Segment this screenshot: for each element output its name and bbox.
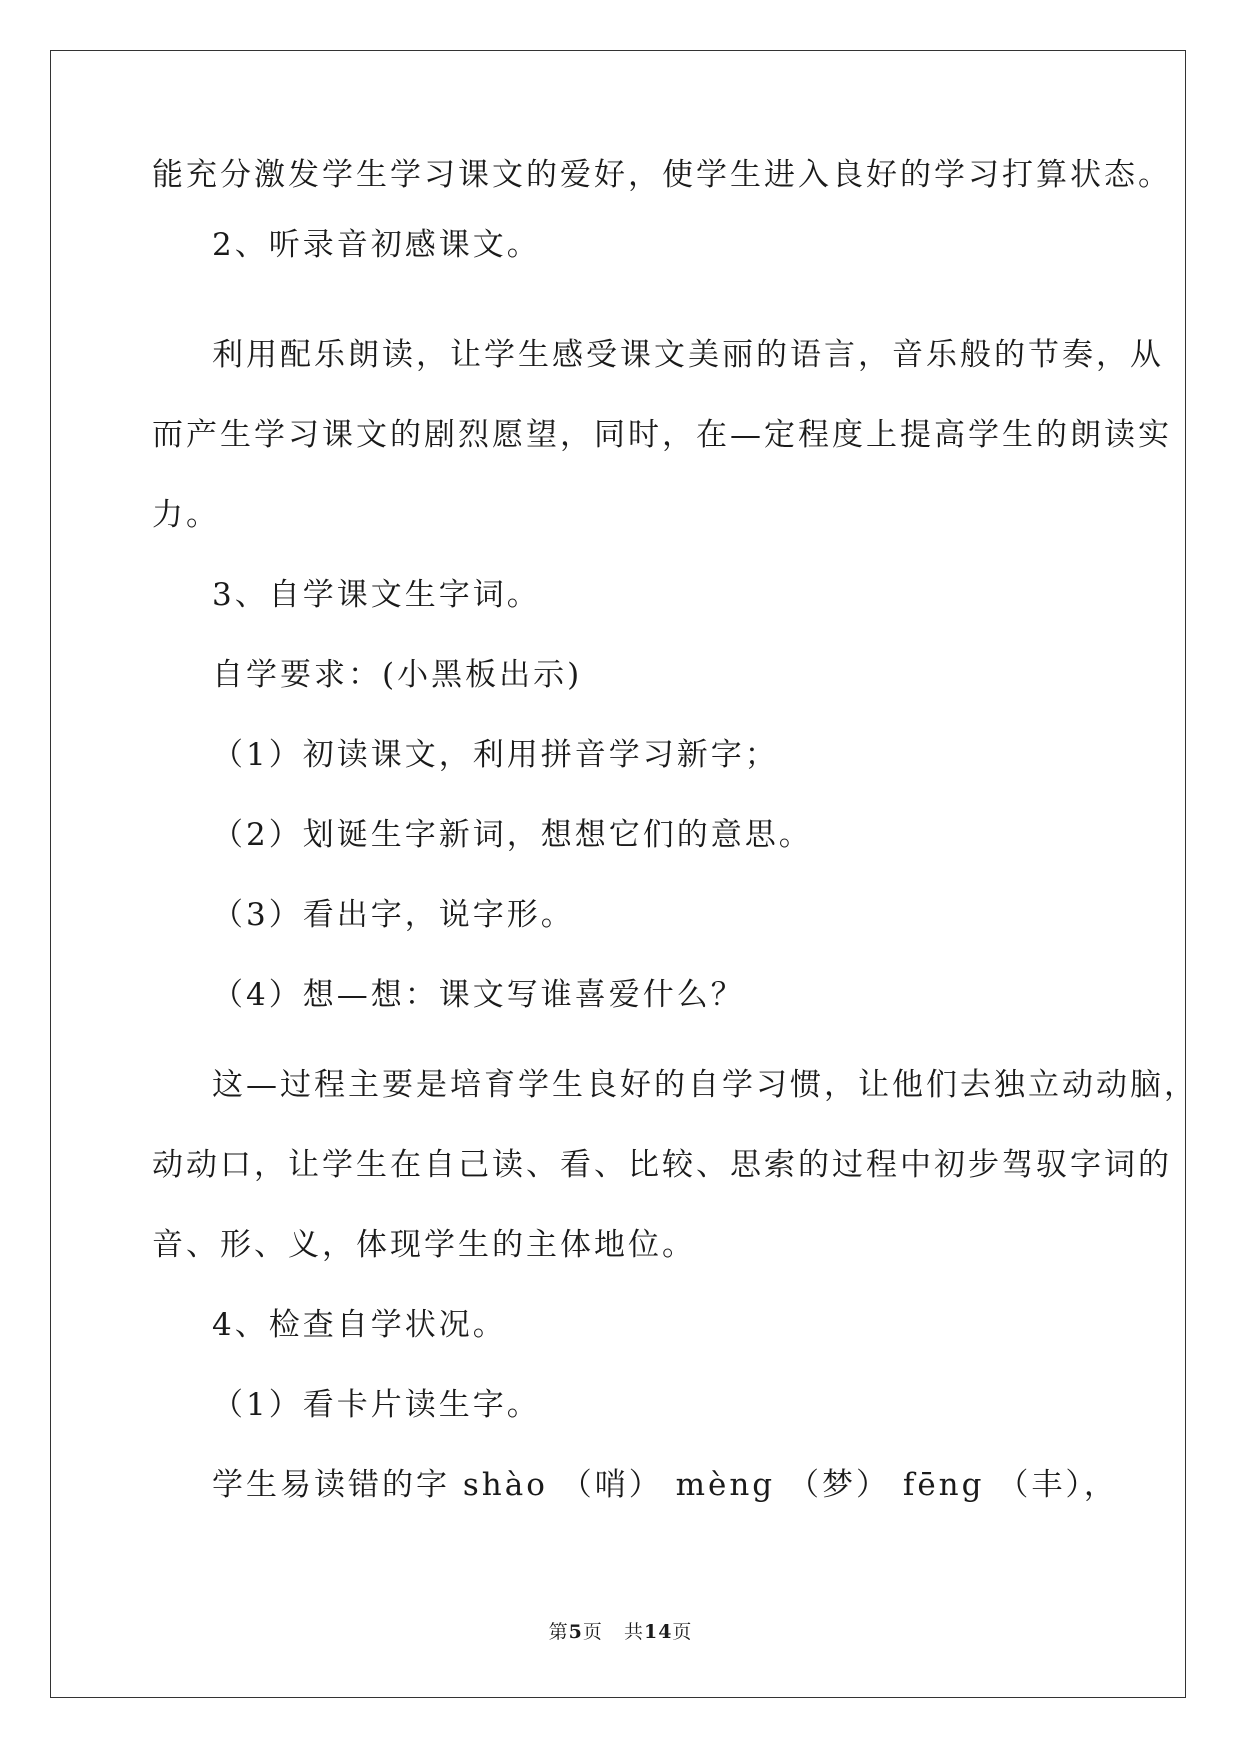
text-line-17: 学生易读错的字 shào （哨） mèng （梦） fēng （丰）， xyxy=(212,1467,1118,1503)
page-border xyxy=(50,50,1186,1698)
footer-total-suffix: 页 xyxy=(672,1621,693,1643)
text-line-11: （4）想—想：课文写谁喜爱什么？ xyxy=(212,977,745,1013)
text-line-7: 自学要求：(小黑板出示) xyxy=(212,657,583,693)
text-line-9: （2）划诞生字新词，想想它们的意思。 xyxy=(212,817,813,853)
text-line-8: （1）初读课文，利用拼音学习新字； xyxy=(212,737,779,773)
footer-page-suffix: 页 xyxy=(582,1621,603,1643)
text-line-4: 而产生学习课文的剧烈愿望，同时，在—定程度上提高学生的朗读实 xyxy=(152,417,1172,453)
text-line-1: 能充分激发学生学习课文的爱好，使学生进入良好的学习打算状态。 xyxy=(152,157,1172,193)
footer-prefix: 第 xyxy=(548,1621,569,1643)
text-line-13: 动动口，让学生在自己读、看、比较、思索的过程中初步驾驭字词的 xyxy=(152,1147,1172,1183)
text-line-6: 3、自学课文生字词。 xyxy=(212,577,541,613)
text-line-10: （3）看出字，说字形。 xyxy=(212,897,575,933)
text-line-16: （1）看卡片读生字。 xyxy=(212,1387,541,1423)
page-footer xyxy=(0,1620,1241,1644)
text-line-5: 力。 xyxy=(152,497,220,533)
current-page-number: 5 xyxy=(568,1621,583,1643)
text-line-15: 4、检查自学状况。 xyxy=(212,1307,507,1343)
total-pages-number: 14 xyxy=(643,1621,673,1643)
text-line-2: 2、听录音初感课文。 xyxy=(212,227,541,263)
text-line-14: 音、形、义，体现学生的主体地位。 xyxy=(152,1227,696,1263)
text-line-3: 利用配乐朗读，让学生感受课文美丽的语言，音乐般的节奏，从 xyxy=(212,337,1164,373)
text-line-12: 这—过程主要是培育学生良好的自学习惯，让他们去独立动动脑， xyxy=(212,1067,1198,1103)
footer-total-prefix: 共 xyxy=(623,1621,644,1643)
